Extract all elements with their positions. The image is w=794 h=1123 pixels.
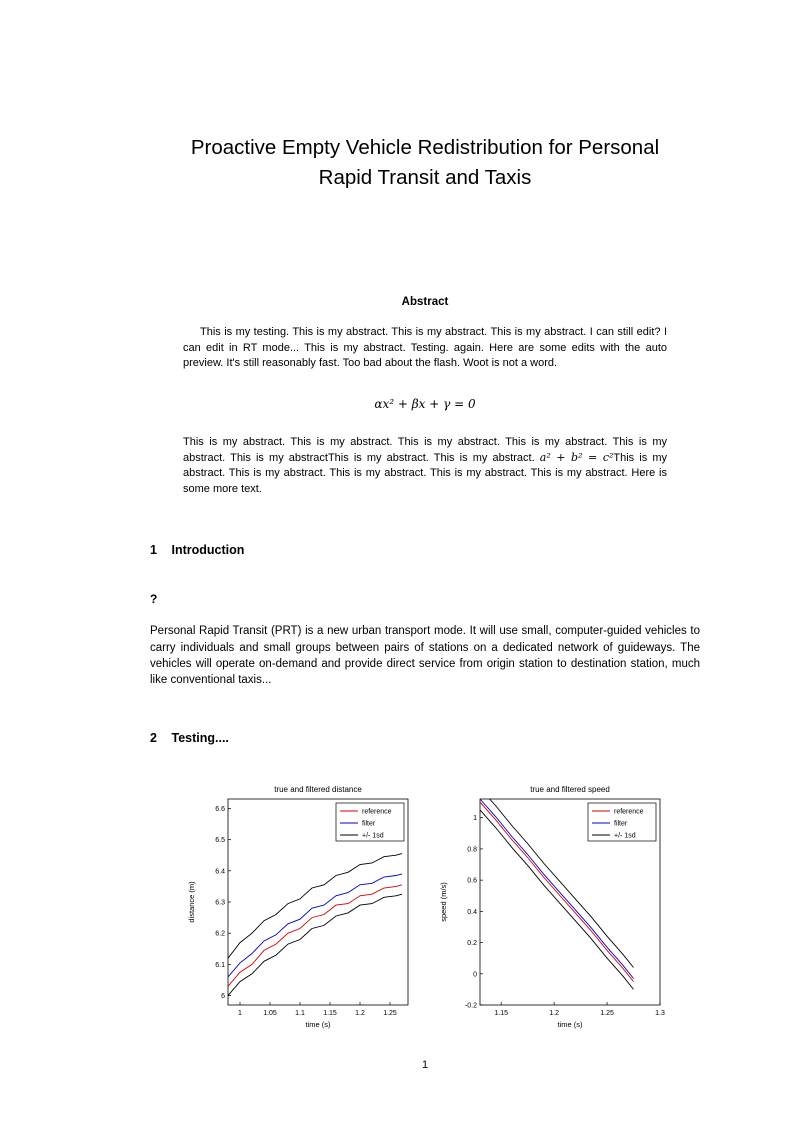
svg-text:0.4: 0.4 [467, 908, 477, 916]
abstract-paragraph-2 [183, 435, 667, 498]
svg-text:6: 6 [221, 993, 225, 1001]
section-1-heading [150, 543, 700, 557]
section-2-title: Testing.... [171, 730, 229, 745]
svg-text:true and filtered speed: true and filtered speed [530, 784, 610, 794]
svg-text:1.2: 1.2 [549, 1009, 559, 1017]
svg-text:time (s): time (s) [557, 1019, 583, 1029]
svg-text:speed (m/s): speed (m/s) [439, 882, 448, 922]
display-equation: αx² + βx + γ = 0 [374, 396, 476, 411]
svg-text:reference: reference [362, 808, 392, 816]
paper-title [150, 133, 700, 192]
svg-text:+/- 1sd: +/- 1sd [614, 832, 636, 840]
svg-text:+/- 1sd: +/- 1sd [362, 832, 384, 840]
svg-text:1: 1 [473, 815, 477, 823]
figure-1 [150, 783, 700, 1035]
svg-text:6.1: 6.1 [215, 961, 225, 969]
section-2-number: 2 [150, 730, 157, 745]
abstract-paragraph-1: This is my testing. This is my abstract. This is my abstract. This is my abstract. I can still edit? I can edit in RT mode... This is my abstract. Testing. again. Here are some edits with the auto preview. It's still reasonably fast. Too bad about the flash. Woot is not a word. [183, 326, 667, 370]
section-2-heading [150, 731, 700, 745]
svg-text:time (s): time (s) [305, 1019, 331, 1029]
abstract-section [150, 296, 700, 497]
section-1-number: 1 [150, 543, 157, 558]
svg-text:0: 0 [473, 971, 477, 979]
speed-chart [436, 783, 666, 1035]
svg-text:filter: filter [362, 820, 376, 828]
inline-equation: a² + b² = c² [539, 451, 614, 464]
svg-text:reference: reference [614, 808, 644, 816]
abstract-heading: Abstract [401, 296, 449, 309]
svg-text:-0.2: -0.2 [464, 1002, 477, 1010]
svg-text:1.15: 1.15 [323, 1009, 337, 1017]
svg-text:0.8: 0.8 [467, 846, 477, 854]
paper-title-line1: Proactive Empty Vehicle Redistribution for Personal [190, 136, 660, 159]
svg-text:1.15: 1.15 [494, 1009, 508, 1017]
svg-text:0.2: 0.2 [467, 939, 477, 947]
distance-chart [184, 783, 414, 1035]
svg-text:6.6: 6.6 [215, 805, 225, 813]
svg-text:1.1: 1.1 [295, 1009, 305, 1017]
svg-text:1.25: 1.25 [600, 1009, 614, 1017]
svg-text:1.2: 1.2 [355, 1009, 365, 1017]
svg-text:distance (m): distance (m) [187, 881, 196, 923]
paper-title-line2: Rapid Transit and Taxis [318, 165, 532, 189]
svg-text:1.25: 1.25 [383, 1009, 397, 1017]
svg-text:1: 1 [238, 1009, 242, 1017]
paper-content [150, 0, 700, 1035]
svg-text:1.3: 1.3 [655, 1009, 665, 1017]
intro-paragraph: Personal Rapid Transit (PRT) is a new urban transport mode. It will use small, computer-guided vehicles to carry individuals and small groups between pairs of stations on a dedicated network of guideways. The vehicles will operate on-demand and provide direct service from origin station to destination station, much like conventional taxis... [150, 625, 700, 687]
svg-text:0.6: 0.6 [467, 877, 477, 885]
abstract-paragraph-2-text-post: This is my abstract. This is my abstract. This is my abstract. This is my abstract. This is my abstract. Here is some more text. [183, 452, 667, 495]
question-mark-text: ? [150, 592, 158, 607]
svg-text:1.05: 1.05 [263, 1009, 277, 1017]
page-number: 1 [421, 1059, 429, 1071]
svg-text:6.4: 6.4 [215, 868, 225, 876]
svg-text:6.3: 6.3 [215, 899, 225, 907]
svg-text:true and filtered distance: true and filtered distance [274, 784, 362, 794]
svg-text:6.2: 6.2 [215, 930, 225, 938]
svg-text:filter: filter [614, 820, 628, 828]
section-1-title: Introduction [171, 543, 245, 558]
svg-text:6.5: 6.5 [215, 836, 225, 844]
abstract-paragraph-2-text-pre: This is my abstract. This is my abstract. This is my abstract. This is my abstract. This is my abstract. This is my abstractThis is my abstract. This is my abstract. [183, 435, 667, 464]
